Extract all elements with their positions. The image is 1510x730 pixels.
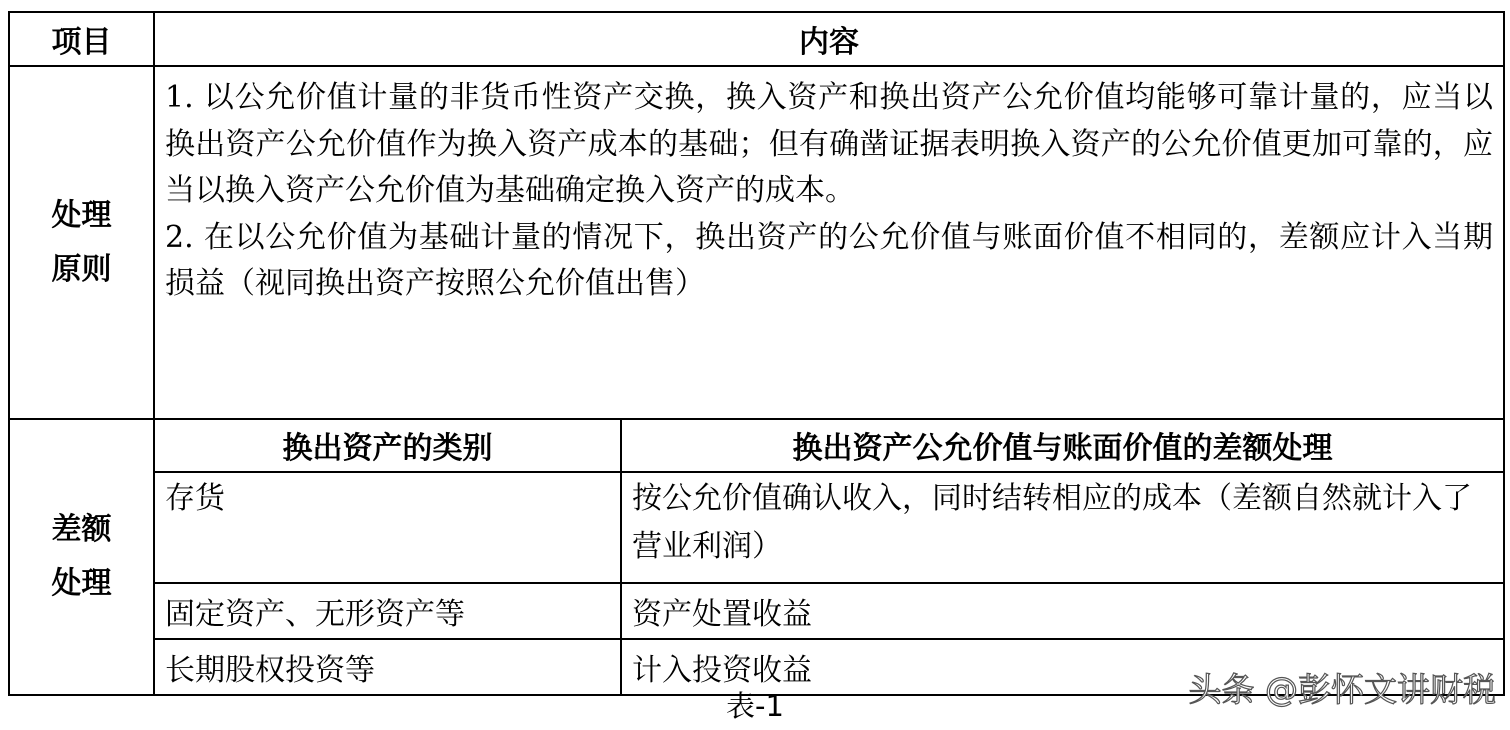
principle-label-line1: 处理	[51, 197, 112, 233]
difference-label-line1: 差额	[51, 512, 112, 547]
principle-paragraph-2: 2. 在以公允价值为基础计量的情况下，换出资产的公允价值与账面价值不相同的，差额应计入当期损益（视同换出资产按照公允价值出售）	[165, 219, 1493, 301]
row-category: 存货	[155, 472, 621, 583]
row-treatment: 计入投资收益	[632, 653, 812, 689]
row-category: 固定资产、无形资产等	[155, 583, 621, 640]
difference-label-cell	[9, 419, 154, 695]
row-category: 长期股权投资等	[155, 639, 621, 694]
principle-label-cell	[9, 66, 154, 419]
row-treatment: 资产处置收益	[621, 583, 1503, 640]
difference-subtable	[155, 420, 1503, 694]
difference-content-cell	[154, 419, 1504, 695]
header-item-cell	[9, 12, 154, 66]
accounting-table	[8, 11, 1505, 696]
watermark: 头条 @彭怀文讲财税	[1188, 670, 1496, 709]
principle-content-cell	[154, 66, 1504, 419]
header-item-label: 项目	[51, 25, 112, 60]
subheader-category: 换出资产的类别	[155, 420, 621, 472]
row-treatment: 按公允价值确认收入，同时结转相应的成本（差额自然就计入了营业利润）	[621, 472, 1503, 583]
header-content-cell	[154, 12, 1504, 66]
principle-paragraph-1: 1. 以公允价值计量的非货币性资产交换，换入资产和换出资产公允价值均能够可靠计量的，应当以换出资产公允价值作为换入资产成本的基础；但有确凿证据表明换入资产的公允价值更加可靠的，应当以换入资产公允价值为基础确定换入资产的成本。	[165, 80, 1493, 208]
principle-label-line2: 原则	[51, 251, 112, 287]
difference-label-line2: 处理	[51, 566, 112, 601]
table-caption: 表-1	[726, 689, 784, 723]
subheader-treatment: 换出资产公允价值与账面价值的差额处理	[621, 420, 1503, 472]
header-content-label: 内容	[799, 25, 859, 60]
